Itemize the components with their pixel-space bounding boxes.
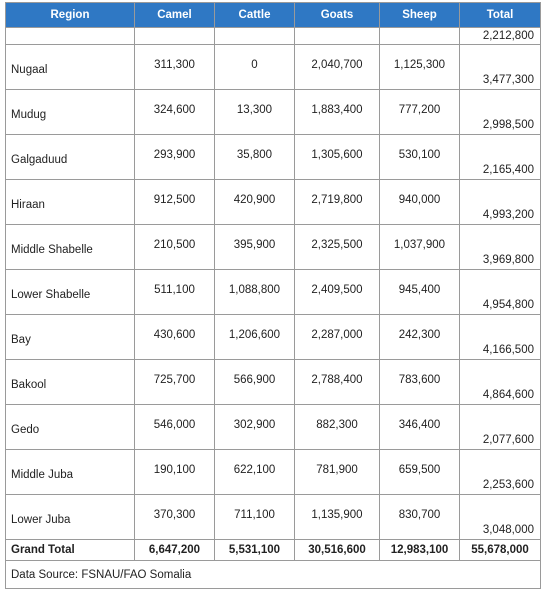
livestock-table [5, 2, 541, 589]
cell-goats [295, 180, 380, 225]
cell-cattle [215, 180, 295, 225]
region-label: Bakool [11, 379, 47, 391]
cell-sheep [380, 90, 460, 135]
sheep-value: 1,037,900 [393, 239, 446, 251]
cell-total: 2,212,800 [460, 28, 541, 45]
header-goats: Goats [295, 3, 380, 28]
region-label: Lower Shabelle [11, 289, 91, 301]
sheep-value: 945,400 [398, 284, 441, 296]
cell-total: 2,077,600 [460, 405, 541, 450]
region-label: Nugaal [11, 64, 48, 76]
cell-total: 2,998,500 [460, 90, 541, 135]
camel-value: 190,100 [153, 464, 196, 476]
cell-cattle [215, 450, 295, 495]
cell-sheep [380, 360, 460, 405]
cell-region [6, 90, 135, 135]
cell-region [6, 225, 135, 270]
cell-total: 3,477,300 [460, 45, 541, 90]
cell-camel [135, 45, 215, 90]
table-row [6, 495, 541, 540]
table-row [6, 450, 541, 495]
sheep-value: 830,700 [398, 509, 441, 521]
sheep-value: 777,200 [398, 104, 441, 116]
header-row [6, 3, 541, 28]
camel-value: 293,900 [153, 149, 196, 161]
goats-value: 781,900 [316, 464, 358, 476]
cell-camel [135, 180, 215, 225]
cell-camel [135, 225, 215, 270]
cell-region [6, 180, 135, 225]
cell-total: 2,165,400 [460, 135, 541, 180]
table-row [6, 360, 541, 405]
camel-value: 511,100 [154, 284, 195, 296]
goats-value: 2,040,700 [311, 59, 363, 71]
table-row [6, 270, 541, 315]
table-row [6, 180, 541, 225]
cell-cattle [215, 45, 295, 90]
sheep-value: 346,400 [398, 419, 441, 431]
cell-goats [295, 135, 380, 180]
cell-empty [135, 28, 215, 45]
goats-value: 2,719,800 [311, 194, 363, 206]
region-label: Hiraan [11, 199, 45, 211]
cell-sheep [380, 450, 460, 495]
source-row [6, 561, 541, 589]
cell-total: 3,048,000 [460, 495, 541, 540]
grand-total-sheep: 12,983,100 [380, 540, 460, 561]
camel-value: 546,000 [153, 419, 196, 431]
goats-value: 1,883,400 [311, 104, 363, 116]
grand-total-total: 55,678,000 [460, 540, 541, 561]
sheep-value: 940,000 [398, 194, 441, 206]
goats-value: 2,409,500 [311, 284, 363, 296]
table-row [6, 315, 541, 360]
cell-empty [6, 28, 135, 45]
cell-total: 3,969,800 [460, 225, 541, 270]
cell-camel [135, 315, 215, 360]
goats-value: 1,135,900 [311, 509, 363, 521]
grand-total-camel: 6,647,200 [135, 540, 215, 561]
goats-value: 1,305,600 [311, 149, 363, 161]
cell-total: 2,253,600 [460, 450, 541, 495]
cell-sheep [380, 270, 460, 315]
goats-value: 882,300 [316, 419, 358, 431]
cattle-value: 1,088,800 [228, 284, 281, 296]
cell-camel [135, 450, 215, 495]
region-label: Gedo [11, 424, 40, 436]
goats-value: 2,788,400 [311, 374, 363, 386]
goats-value: 2,325,500 [311, 239, 363, 251]
cell-empty [215, 28, 295, 45]
cell-goats [295, 360, 380, 405]
sheep-value: 783,600 [398, 374, 441, 386]
cell-cattle [215, 225, 295, 270]
sheep-value: 242,300 [398, 329, 441, 341]
cell-region [6, 315, 135, 360]
table-row [6, 45, 541, 90]
cell-goats [295, 90, 380, 135]
cattle-value: 420,900 [233, 194, 276, 206]
region-label: Lower Juba [11, 514, 71, 526]
cell-total: 4,993,200 [460, 180, 541, 225]
cattle-value: 622,100 [233, 464, 276, 476]
cell-cattle [215, 315, 295, 360]
grand-total-goats: 30,516,600 [295, 540, 380, 561]
region-label: Galgaduud [11, 154, 68, 166]
header-cattle: Cattle [215, 3, 295, 28]
cell-goats [295, 495, 380, 540]
cell-sheep [380, 495, 460, 540]
cattle-value: 395,900 [233, 239, 276, 251]
cell-goats [295, 450, 380, 495]
cattle-value: 0 [251, 59, 258, 71]
region-label: Mudug [11, 109, 47, 121]
cell-cattle [215, 135, 295, 180]
header-camel: Camel [135, 3, 215, 28]
sheep-value: 530,100 [398, 149, 441, 161]
grand-total-label: Grand Total [6, 540, 135, 561]
cell-region [6, 45, 135, 90]
cell-camel [135, 270, 215, 315]
livestock-table-container [5, 2, 540, 589]
cell-camel [135, 495, 215, 540]
sheep-value: 1,125,300 [393, 59, 446, 71]
camel-value: 311,300 [154, 59, 195, 71]
cell-cattle [215, 360, 295, 405]
camel-value: 370,300 [153, 509, 196, 521]
cell-sheep [380, 135, 460, 180]
region-label: Middle Shabelle [11, 244, 93, 256]
sheep-value: 659,500 [398, 464, 441, 476]
table-row [6, 405, 541, 450]
camel-value: 430,600 [153, 329, 196, 341]
cell-camel [135, 135, 215, 180]
cell-goats [295, 405, 380, 450]
cell-sheep [380, 225, 460, 270]
camel-value: 210,500 [153, 239, 196, 251]
cell-region [6, 360, 135, 405]
cell-cattle [215, 495, 295, 540]
table-row [6, 225, 541, 270]
cell-cattle [215, 90, 295, 135]
cell-camel [135, 90, 215, 135]
cell-total: 4,166,500 [460, 315, 541, 360]
cell-region [6, 135, 135, 180]
cell-region [6, 405, 135, 450]
cell-camel [135, 360, 215, 405]
cell-sheep [380, 405, 460, 450]
table-row [6, 28, 541, 45]
region-label: Bay [11, 334, 31, 346]
cattle-value: 711,100 [234, 509, 275, 521]
region-label: Middle Juba [11, 469, 74, 481]
cattle-value: 566,900 [233, 374, 276, 386]
cell-sheep [380, 45, 460, 90]
cell-empty [295, 28, 380, 45]
cell-sheep [380, 315, 460, 360]
cattle-value: 35,800 [236, 149, 273, 161]
cell-total: 4,954,800 [460, 270, 541, 315]
cell-region [6, 270, 135, 315]
cell-goats [295, 315, 380, 360]
cattle-value: 302,900 [233, 419, 276, 431]
cattle-value: 1,206,600 [228, 329, 281, 341]
table-row [6, 90, 541, 135]
cell-cattle [215, 405, 295, 450]
header-sheep: Sheep [380, 3, 460, 28]
cell-goats [295, 270, 380, 315]
grand-total-row [6, 540, 541, 561]
table-row [6, 135, 541, 180]
cattle-value: 13,300 [236, 104, 273, 116]
cell-sheep [380, 180, 460, 225]
cell-total: 4,864,600 [460, 360, 541, 405]
camel-value: 912,500 [153, 194, 196, 206]
cell-camel [135, 405, 215, 450]
cell-empty [380, 28, 460, 45]
cell-goats [295, 225, 380, 270]
cell-region [6, 495, 135, 540]
header-region: Region [6, 3, 135, 28]
cell-cattle [215, 270, 295, 315]
data-source-note: Data Source: FSNAU/FAO Somalia [6, 561, 541, 589]
cell-goats [295, 45, 380, 90]
header-total: Total [460, 3, 541, 28]
camel-value: 324,600 [153, 104, 196, 116]
goats-value: 2,287,000 [311, 329, 363, 341]
grand-total-cattle: 5,531,100 [215, 540, 295, 561]
camel-value: 725,700 [153, 374, 196, 386]
cell-region [6, 450, 135, 495]
